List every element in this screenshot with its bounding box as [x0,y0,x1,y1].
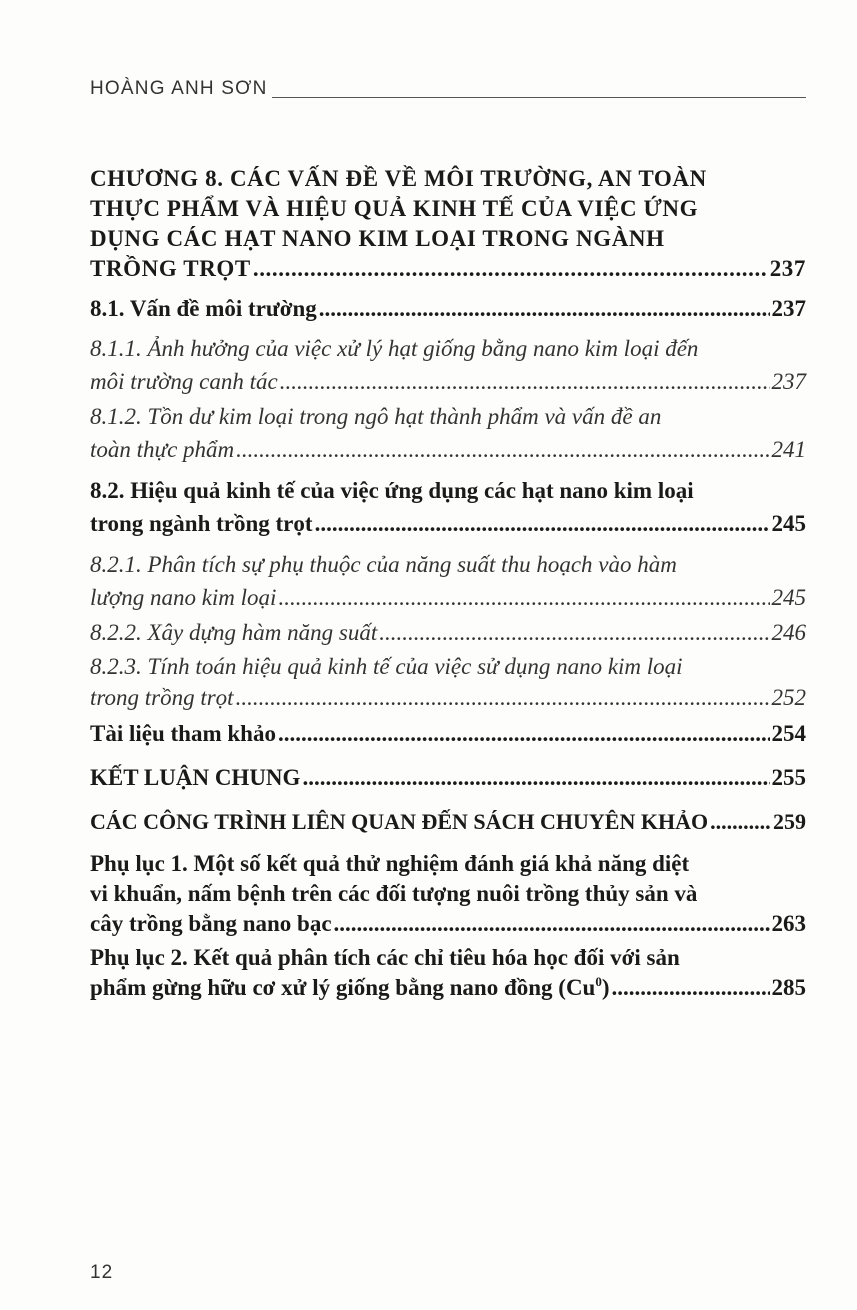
dot-leader [278,581,769,614]
toc-page-number: 237 [771,296,806,321]
toc-page-number: 254 [771,721,806,746]
toc-line: Phụ lục 2. Kết quả phân tích các chỉ tiêu hóa học đối với sản [90,945,680,970]
dot-leader [278,719,770,749]
toc-entry-title: 8.1. Vấn đề môi trường [90,296,317,321]
toc-entry-title: trong trồng trọt [90,685,234,710]
toc-page-number: 245 [771,511,806,536]
toc-entry-title: 8.2.2. Xây dựng hàm năng suất [90,620,378,645]
dot-leader [334,909,770,939]
dot-leader [280,365,770,398]
dot-leader [302,763,769,793]
header-author: HOÀNG ANH SƠN [90,78,268,99]
toc-page-number: 237 [771,369,806,394]
toc-page-number: 237 [769,256,806,281]
dot-leader [612,973,770,1003]
toc-entry-title: toàn thực phẩm [90,437,235,462]
toc-entry-title: TRỒNG TRỌT [90,256,251,281]
toc-page-number: 263 [771,911,806,936]
table-of-contents [90,164,806,1003]
superscript-zero: 0 [595,974,602,989]
toc-entry-references[interactable] [90,719,806,749]
toc-page-number: 259 [773,809,806,834]
toc-page-number: 255 [771,765,806,790]
toc-entry-8-1[interactable] [90,294,806,324]
toc-entry-title: môi trường canh tác [90,369,278,394]
dot-leader [236,433,769,466]
toc-page-number: 245 [771,585,806,610]
dot-leader [236,682,770,713]
closing-paren: ) [601,975,610,1000]
toc-line: 8.2.3. Tính toán hiệu quả kinh tế của việc sử dụng nano kim loại [90,654,683,679]
page-number: 12 [90,1262,114,1283]
toc-entry-appendix-2[interactable] [90,943,806,1003]
toc-entry-8-2-2[interactable] [90,616,806,649]
toc-entry-related-works[interactable] [90,807,806,837]
dot-leader [253,254,768,284]
toc-line: THỰC PHẨM VÀ HIỆU QUẢ KINH TẾ CỦA VIỆC ỨNG [90,196,699,221]
dot-leader [319,294,770,324]
toc-entry-8-1-1[interactable] [90,332,806,398]
toc-page-number: 246 [771,620,806,645]
toc-line: 8.2. Hiệu quả kinh tế của việc ứng dụng các hạt nano kim loại [90,478,694,503]
toc-entry-conclusion[interactable] [90,763,806,793]
running-header [90,78,806,100]
toc-line: Phụ lục 1. Một số kết quả thử nghiệm đánh giá khả năng diệt [90,851,690,876]
dot-leader [379,616,769,649]
toc-line: 8.1.2. Tồn dư kim loại trong ngô hạt thành phẩm và vấn đề an [90,404,662,429]
header-rule [272,97,806,98]
toc-line: 8.2.1. Phân tích sự phụ thuộc của năng suất thu hoạch vào hàm [90,552,677,577]
toc-entry-title: trong ngành trồng trọt [90,511,313,536]
toc-entry-title: lượng nano kim loại [90,585,277,610]
toc-page-number: 241 [771,437,806,462]
toc-line: CHƯƠNG 8. CÁC VẤN ĐỀ VỀ MÔI TRƯỜNG, AN TOÀN [90,166,707,191]
toc-entry-title: CÁC CÔNG TRÌNH LIÊN QUAN ĐẾN SÁCH CHUYÊN KHẢO [90,809,709,834]
toc-entry-appendix-1[interactable] [90,849,806,939]
toc-entry-chapter-8[interactable] [90,164,806,284]
toc-page-number: 285 [771,975,806,1000]
toc-entry-8-1-2[interactable] [90,400,806,466]
toc-entry-8-2-3[interactable] [90,651,806,713]
toc-entry-8-2-1[interactable] [90,548,806,614]
toc-line: DỤNG CÁC HẠT NANO KIM LOẠI TRONG NGÀNH [90,226,665,251]
toc-page-number: 252 [771,685,806,710]
toc-entry-title: cây trồng bằng nano bạc [90,911,332,936]
toc-entry-title: KẾT LUẬN CHUNG [90,765,301,790]
toc-entry-8-2[interactable] [90,474,806,540]
toc-line: 8.1.1. Ảnh hưởng của việc xử lý hạt giống bằng nano kim loại đến [90,336,699,361]
toc-entry-title: Tài liệu tham khảo [90,721,276,746]
dot-leader [710,807,771,837]
toc-line: vi khuẩn, nấm bệnh trên các đối tượng nuôi trồng thủy sản và [90,881,698,906]
toc-entry-title: phẩm gừng hữu cơ xử lý giống bằng nano đồng (Cu [90,975,596,1000]
dot-leader [315,507,770,540]
